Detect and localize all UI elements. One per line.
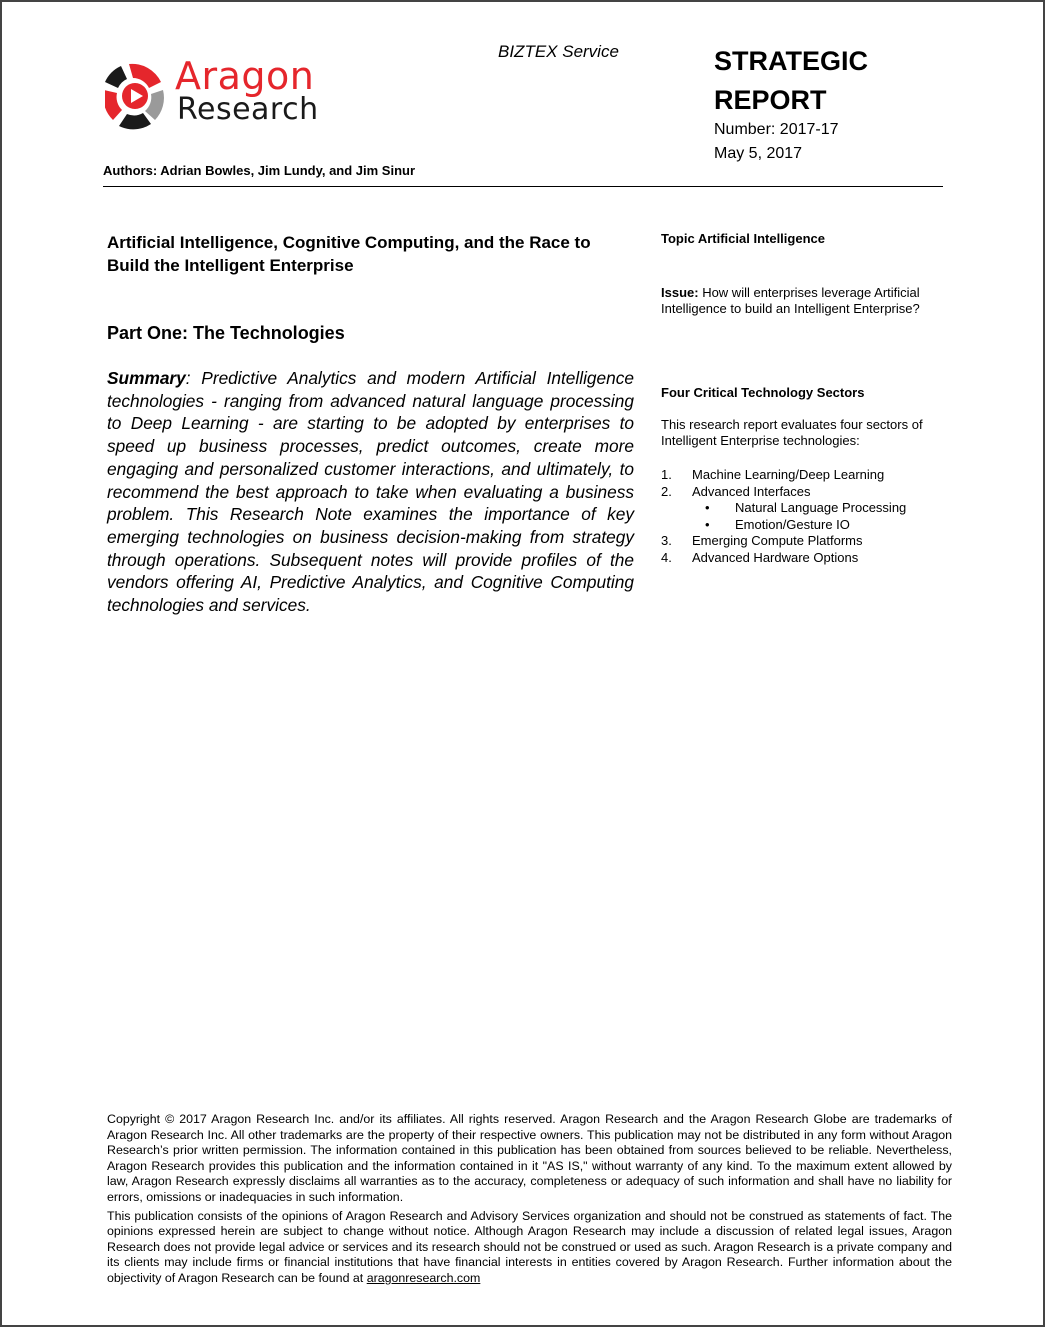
- part-title: Part One: The Technologies: [107, 323, 345, 343]
- service-label: BIZTEX Service: [498, 42, 619, 61]
- list-item-text: Emerging Compute Platforms: [692, 533, 863, 548]
- list-subitem-text: Natural Language Processing: [735, 500, 907, 515]
- list-item: [661, 550, 961, 567]
- bullet-icon: •: [705, 516, 710, 532]
- logo-word-aragon: Aragon: [175, 54, 315, 98]
- sectors-intro: This research report evaluates four sectors of Intelligent Enterprise technologies:: [661, 417, 923, 448]
- summary-label: Summary: [107, 368, 186, 388]
- list-item: [661, 484, 961, 501]
- authors: Authors: Adrian Bowles, Jim Lundy, and Jim Sinur: [103, 163, 416, 178]
- aragon-research-logo: [105, 56, 355, 136]
- topic-heading: Topic Artificial Intelligence: [661, 231, 825, 246]
- disclaimer-paragraph: [107, 1209, 952, 1287]
- list-item-text: Machine Learning/Deep Learning: [692, 467, 885, 482]
- list-subitem-text: Emotion/Gesture IO: [735, 516, 850, 532]
- list-item: [661, 467, 961, 484]
- list-subitem: [661, 517, 961, 534]
- summary-paragraph: [107, 367, 634, 617]
- disclaimer-text: This publication consists of the opinions of Aragon Research and Advisory Services organization and should not be construed as statements of fact. The opinions expressed herein are subject to change without notice. Although Aragon Research may include a discussion of related legal issues, Aragon Research does not provide legal advice or services and its research should not be construed or used as such. Aragon Research is a private company and its clients may include firms or financial institutions that have financial interests in entities covered by Aragon Research. Further information about the objectivity of Aragon Research can be found at: [107, 1208, 952, 1285]
- bullet-icon: •: [705, 500, 710, 515]
- sectors-list: [661, 467, 961, 566]
- list-item-text: Advanced Hardware Options: [692, 549, 859, 565]
- report-number: Number: 2017-17: [714, 121, 839, 138]
- list-marker: 4.: [661, 549, 672, 565]
- report-date: May 5, 2017: [714, 145, 803, 162]
- header-divider: [103, 186, 943, 187]
- issue-text: [661, 285, 951, 317]
- issue-question: How will enterprises leverage Artificial Intelligence to build an Intelligent Enterprise?: [661, 285, 920, 316]
- logo-word-research: Research: [177, 92, 319, 127]
- copyright-paragraph: Copyright © 2017 Aragon Research Inc. and/or its affiliates. All rights reserved. Aragon Research and the Aragon Research Globe are trademarks of Aragon Research Inc. All other trademarks are the property of their respective owners. This publication may not be distributed in any form without Aragon Research’s prior written permission. The information contained in this publication has been obtained from sources believed to be reliable. Nevertheless, Aragon Research provides this publication and the information contained in it "AS IS," without warranty of any kind. To the maximum extent allowed by law, Aragon Research expressly disclaims all warranties as to the accuracy, completeness or adequacy of such information and shall have no liability for errors, omissions or inadequacies in such information.: [107, 1112, 952, 1204]
- report-title: STRATEGIC REPORT: [714, 46, 868, 115]
- issue-label: Issue:: [661, 285, 699, 300]
- document-title: Artificial Intelligence, Cognitive Computing, and the Race to Build the Intelligent Enterprise: [107, 233, 591, 275]
- list-subitem: [661, 500, 961, 517]
- aragon-globe-icon: [105, 56, 169, 136]
- list-item: [661, 533, 961, 550]
- list-marker: 1.: [661, 467, 672, 482]
- list-marker: 2.: [661, 483, 672, 499]
- list-marker: 3.: [661, 533, 672, 548]
- sectors-heading: Four Critical Technology Sectors: [661, 385, 865, 400]
- summary-text: : Predictive Analytics and modern Artificial Intelligence technologies - ranging from advanced natural language processing to Deep Learning - are starting to be adopted by enterprises to speed up business processes, predict outcomes, create more engaging and personalized customer interactions, and ultimately, to recommend the best approach to take when evaluating a business problem. This Research Note examines the importance of key emerging technologies on business decision-making from strategy through operations. Subsequent notes will provide profiles of the vendors offering AI, Predictive Analytics, and Cognitive Computing technologies and services.: [107, 368, 634, 616]
- list-item-text: Advanced Interfaces: [692, 483, 811, 499]
- copyright-footer: [107, 1112, 952, 1290]
- website-link[interactable]: aragonresearch.com: [366, 1270, 481, 1285]
- report-meta: [714, 118, 839, 166]
